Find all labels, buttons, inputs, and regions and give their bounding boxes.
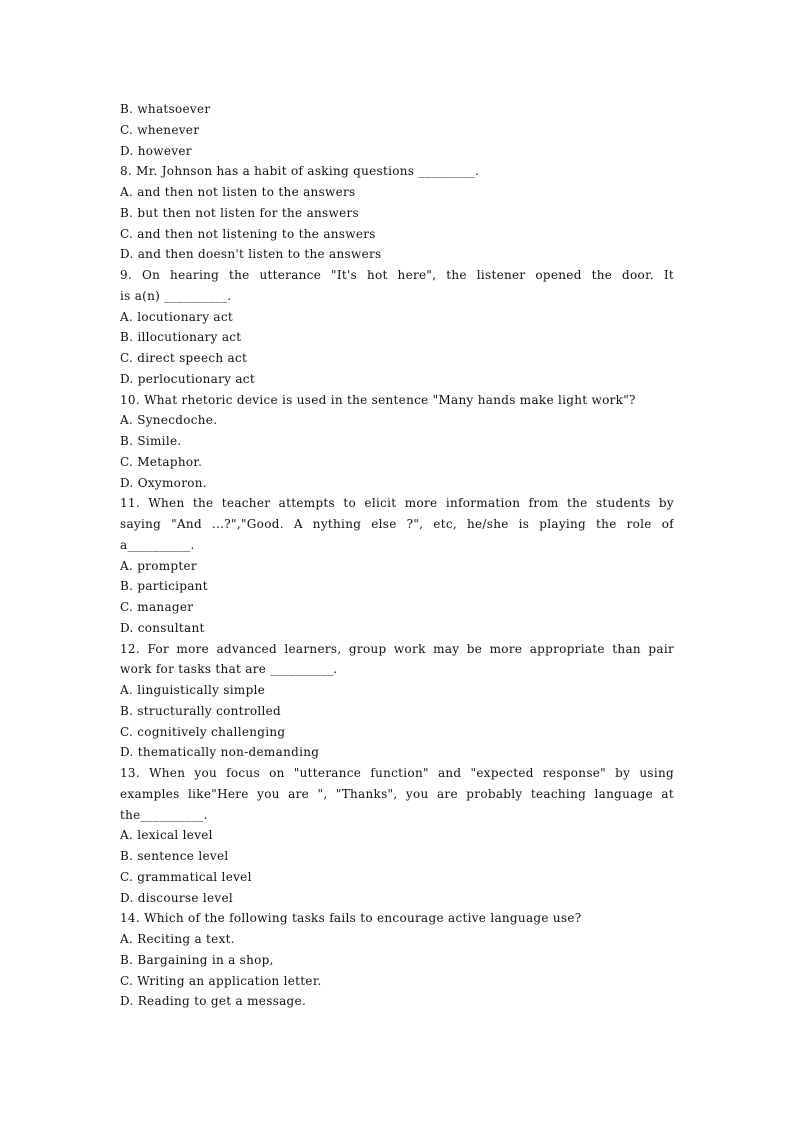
option-line: B. Simile. <box>120 434 182 448</box>
option-line: C. grammatical level <box>120 869 252 884</box>
question-stem: examples like"Here you are ", "Thanks", you are probably teaching language at <box>120 786 674 801</box>
option-line: C. cognitively challenging <box>120 724 286 739</box>
option-line: D. thematically non-demanding <box>120 745 320 760</box>
option-line: B. Bargaining in a shop, <box>120 952 274 967</box>
option-line: A. prompter <box>120 558 197 573</box>
option-line: B. illocutionary act <box>120 330 242 345</box>
option-line: A. linguistically simple <box>120 683 266 697</box>
question-stem: 9. On hearing the utterance "It's hot here", the listener opened the door. It <box>120 268 674 282</box>
question-stem: a__________. <box>120 537 195 552</box>
option-line: A. Reciting a text. <box>120 932 235 946</box>
option-line: C. whenever <box>120 122 200 137</box>
option-line: D. perlocutionary act <box>120 371 255 386</box>
option-line: B. sentence level <box>120 849 229 863</box>
option-line: C. Metaphor. <box>120 454 203 469</box>
option-line: D. Reading to get a message. <box>120 994 307 1009</box>
option-line: A. Synecdoche. <box>120 413 218 428</box>
option-line: D. however <box>120 143 192 158</box>
question-stem: 14. Which of the following tasks fails to encourage active language use? <box>120 911 582 926</box>
option-line: B. whatsoever <box>120 102 211 116</box>
option-line: C. manager <box>120 600 194 614</box>
option-line: A. locutionary act <box>120 309 234 324</box>
option-line: B. structurally controlled <box>120 703 282 718</box>
document-page <box>120 99 674 1012</box>
option-line: C. Writing an application letter. <box>120 973 322 988</box>
option-line: D. Oxymoron. <box>120 475 207 490</box>
question-stem: the__________. <box>120 807 208 822</box>
option-line: D. consultant <box>120 620 205 635</box>
option-line: A. lexical level <box>120 828 213 843</box>
question-stem: 10. What rhetoric device is used in the sentence "Many hands make light work"? <box>120 392 636 407</box>
question-stem: work for tasks that are __________. <box>120 662 338 677</box>
option-line: B. participant <box>120 579 208 594</box>
question-stem: 8. Mr. Johnson has a habit of asking questions _________. <box>120 164 480 179</box>
option-line: D. discourse level <box>120 890 234 905</box>
option-line: B. but then not listen for the answers <box>120 205 359 220</box>
question-stem: 13. When you focus on "utterance function" and "expected response" by using <box>120 766 674 780</box>
option-line: A. and then not listen to the answers <box>120 185 356 199</box>
option-line: C. direct speech act <box>120 351 248 365</box>
question-stem: is a(n) __________. <box>120 288 232 303</box>
question-stem: 11. When the teacher attempts to elicit more information from the students by <box>120 496 674 511</box>
option-line: D. and then doesn't listen to the answers <box>120 247 382 262</box>
question-stem: 12. For more advanced learners, group work may be more appropriate than pair <box>120 641 674 656</box>
option-line: C. and then not listening to the answers <box>120 226 376 241</box>
question-stem: saying "And ...?","Good. A nything else ?", etc, he/she is playing the role of <box>120 517 674 531</box>
